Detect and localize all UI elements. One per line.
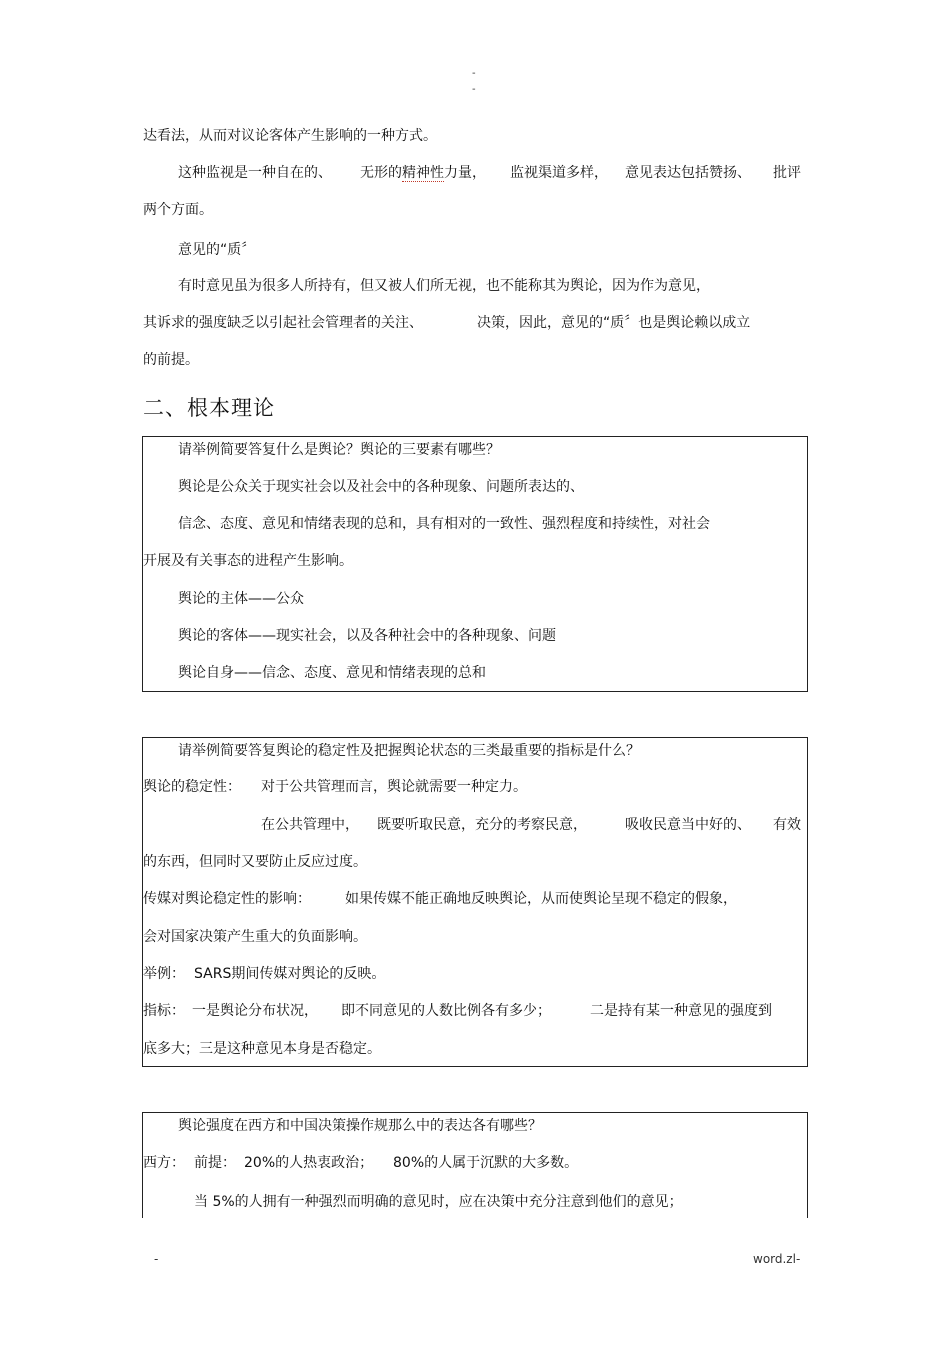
box2-line-8: 底多大；三是这种意见本身是否稳定。 [143, 1041, 381, 1057]
intro-line-2g: 批评 [773, 165, 801, 181]
box1-line-1: 舆论是公众关于现实社会以及社会中的各种现象、问题所表达的、 [178, 479, 584, 495]
box1-line-2: 信念、态度、意见和情绪表现的总和，具有相对的一致性、强烈程度和持续性，对社会 [178, 516, 710, 532]
box1-question: 请举例简要答复什么是舆论？舆论的三要素有哪些？ [178, 442, 500, 458]
box2-line-2c: 吸收民意当中好的、 [625, 817, 751, 833]
box2-line-6a: 举例： [143, 966, 185, 982]
section-heading: 二、根本理论 [143, 396, 275, 420]
box1-line-5: 舆论的客体——现实社会，以及各种社会中的各种现象、问题 [178, 628, 556, 644]
intro-line-2f: 意见表达包括赞扬、 [625, 165, 751, 181]
intro-line-7: 的前提。 [143, 352, 199, 368]
intro-line-2d: 力量， [444, 165, 486, 181]
box2-line-4a: 传媒对舆论稳定性的影响： [143, 891, 311, 907]
header-dash-bottom: - [472, 84, 476, 95]
intro-line-5: 有时意见虽为很多人所持有，但又被人们所无视，也不能称其为舆论，因为作为意见， [178, 278, 710, 294]
box2-line-2a: 在公共管理中， [261, 817, 359, 833]
intro-line-4: 意见的“质〞 [178, 242, 256, 258]
box1-line-4: 舆论的主体——公众 [178, 591, 304, 607]
box2-line-1a: 舆论的稳定性： [143, 779, 241, 795]
box2-line-1b: 对于公共管理而言，舆论就需要一种定力。 [261, 779, 527, 795]
box2-line-7c: 即不同意见的人数比例各有多少； [341, 1003, 551, 1019]
box2-line-7d: 二是持有某一种意见的强度到 [590, 1003, 772, 1019]
footer-right: word.zl- [753, 1252, 801, 1266]
box2-line-2b: 既要听取民意，充分的考察民意， [377, 817, 587, 833]
box3-line-1a: 西方： [143, 1155, 185, 1171]
intro-line-2b: 无形的 [360, 165, 402, 181]
intro-line-3: 两个方面。 [143, 202, 213, 218]
intro-line-6b: 决策，因此，意见的“质〞也是舆论赖以成立 [477, 315, 751, 331]
box3-line-1b: 前提： [194, 1155, 236, 1171]
intro-line-2-phrase [360, 163, 486, 183]
box3-line-1c: 20%的人热衷政治； [244, 1155, 374, 1171]
intro-line-2c: 精神性 [402, 165, 444, 181]
intro-line-2a: 这种监视是一种自在的、 [178, 165, 332, 181]
box2-line-7b: 一是舆论分布状况， [192, 1003, 318, 1019]
box2-line-3: 的东西，但同时又要防止反应过度。 [143, 854, 367, 870]
box3-line-1d: 80%的人属于沉默的大多数。 [393, 1155, 579, 1171]
box2-line-7a: 指标： [143, 1003, 185, 1019]
box2-line-2d: 有效 [773, 817, 801, 833]
box2-line-5: 会对国家决策产生重大的负面影响。 [143, 929, 367, 945]
box3-line-2: 当 5%的人拥有一种强烈而明确的意见时，应在决策中充分注意到他们的意见； [194, 1194, 683, 1210]
intro-line-2e: 监视渠道多样， [510, 165, 608, 181]
header-dash-top: - [472, 68, 476, 79]
box1-line-6: 舆论自身——信念、态度、意见和情绪表现的总和 [178, 665, 486, 681]
box2-line-4b: 如果传媒不能正确地反映舆论，从而使舆论呈现不稳定的假象， [345, 891, 737, 907]
intro-line-6a: 其诉求的强度缺乏以引起社会管理者的关注、 [143, 315, 423, 331]
box2-line-6b: SARS期间传媒对舆论的反映。 [194, 966, 386, 982]
box2-question: 请举例简要答复舆论的稳定性及把握舆论状态的三类最重要的指标是什么？ [178, 743, 640, 759]
box1-line-3: 开展及有关事态的进程产生影响。 [143, 553, 353, 569]
box3-question: 舆论强度在西方和中国决策操作规那么中的表达各有哪些？ [178, 1118, 542, 1134]
footer-left: - [154, 1252, 159, 1266]
intro-line-1: 达看法，从而对议论客体产生影响的一种方式。 [143, 128, 437, 144]
